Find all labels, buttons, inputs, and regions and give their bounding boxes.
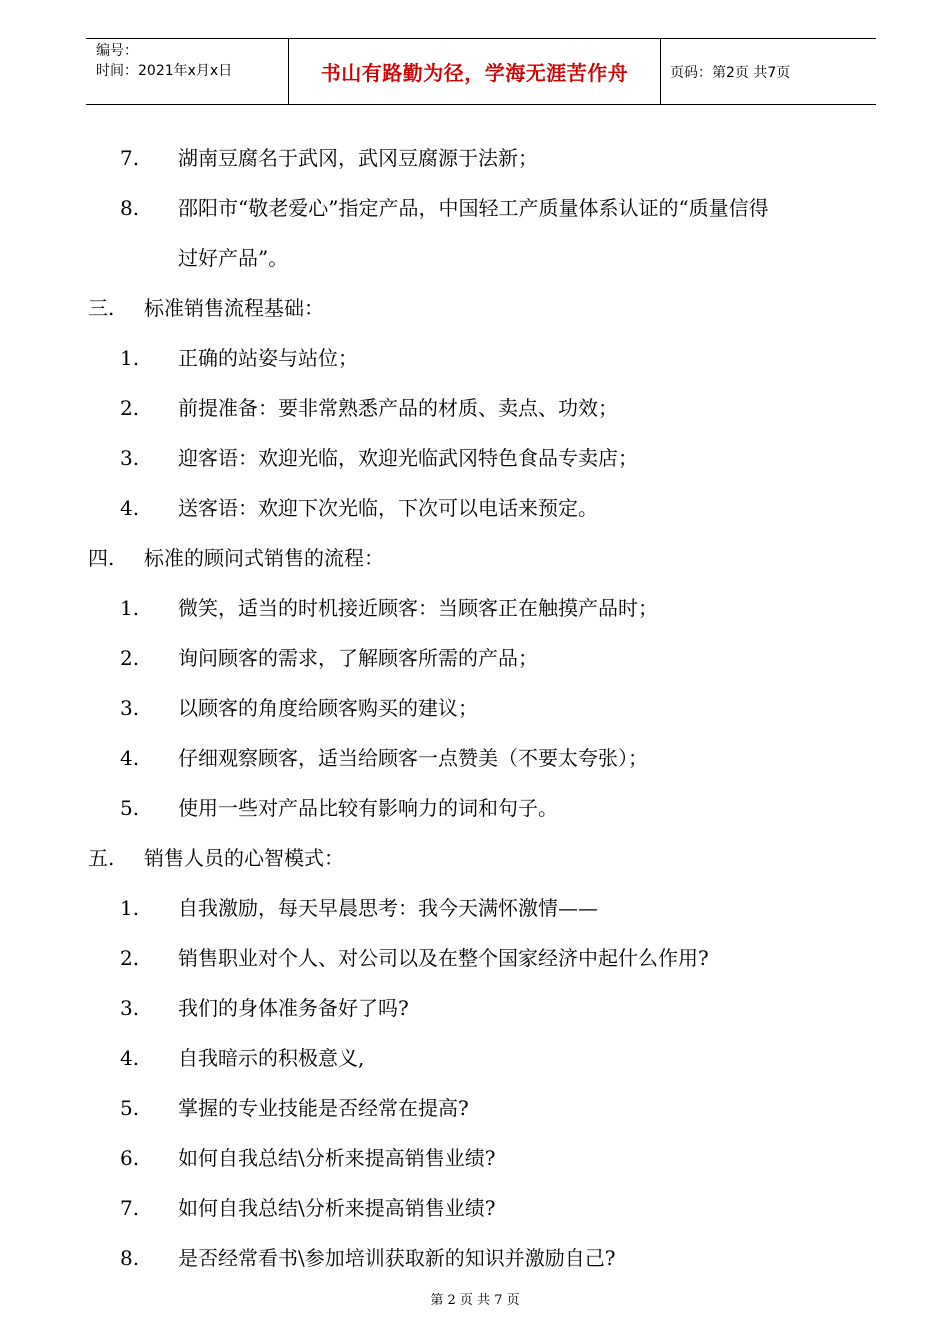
item-text: 正确的站姿与站位； <box>178 346 358 370</box>
item-text: 过好产品”。 <box>178 246 289 270</box>
item-text: 邵阳市“敬老爱心”指定产品，中国轻工产质量体系认证的“质量信得 <box>178 196 769 220</box>
section-title: 销售人员的心智模式： <box>144 846 344 870</box>
header-motto: 书山有路勤为径，学海无涯苦作舟 <box>320 61 629 85</box>
item-number: 7. <box>120 1196 140 1220</box>
page-footer <box>0 1293 950 1309</box>
item-text: 如何自我总结\分析来提高销售业绩? <box>178 1146 496 1170</box>
item-text: 是否经常看书\参加培训获取新的知识并激励自己? <box>178 1246 616 1270</box>
header-page-number: 页码：第2页 共7页 <box>670 64 791 81</box>
item-number: 8. <box>120 196 140 220</box>
item-number: 5. <box>120 796 140 820</box>
item-text: 仔细观察顾客，适当给顾客一点赞美（不要太夸张）； <box>178 746 648 770</box>
item-text: 如何自我总结\分析来提高销售业绩? <box>178 1196 496 1220</box>
section-title: 标准销售流程基础： <box>144 296 324 320</box>
item-text: 使用一些对产品比较有影响力的词和句子。 <box>178 796 558 820</box>
item-text: 询问顾客的需求，了解顾客所需的产品； <box>178 646 538 670</box>
document-number-label: 编号： <box>96 43 138 59</box>
item-text: 前提准备：要非常熟悉产品的材质、卖点、功效； <box>178 396 618 420</box>
item-text: 掌握的专业技能是否经常在提高? <box>178 1096 469 1120</box>
item-number: 5. <box>120 1096 140 1120</box>
item-text: 送客语：欢迎下次光临，下次可以电话来预定。 <box>178 496 598 520</box>
item-number: 7. <box>120 146 140 170</box>
item-number: 3. <box>120 996 140 1020</box>
item-number: 2. <box>120 946 140 970</box>
item-number: 6. <box>120 1146 140 1170</box>
section-number: 三. <box>88 296 115 320</box>
section-number: 四. <box>88 546 115 570</box>
item-text: 迎客语：欢迎光临，欢迎光临武冈特色食品专卖店； <box>178 446 638 470</box>
item-number: 3. <box>120 446 140 470</box>
item-text: 销售职业对个人、对公司以及在整个国家经济中起什么作用? <box>178 946 709 970</box>
header-page-info <box>661 39 876 104</box>
item-text: 自我激励，每天早晨思考：我今天满怀激情—— <box>178 896 598 920</box>
item-text: 以顾客的角度给顾客购买的建议； <box>178 696 478 720</box>
item-text: 自我暗示的积极意义, <box>178 1046 365 1070</box>
footer-page-number: 第 2 页 共 7 页 <box>430 1293 520 1308</box>
item-number: 4. <box>120 1046 140 1070</box>
page-header <box>86 38 876 105</box>
item-number: 4. <box>120 746 140 770</box>
header-meta <box>86 39 288 104</box>
item-number: 2. <box>120 396 140 420</box>
document-time-label: 时间：2021年x月x日 <box>96 63 233 79</box>
item-text: 微笑，适当的时机接近顾客：当顾客正在触摸产品时； <box>178 596 658 620</box>
item-text: 湖南豆腐名于武冈，武冈豆腐源于法新； <box>178 146 538 170</box>
section-number: 五. <box>88 846 115 870</box>
item-number: 1. <box>120 896 140 920</box>
item-number: 3. <box>120 696 140 720</box>
item-text: 我们的身体准务备好了吗? <box>178 996 409 1020</box>
header-motto-cell <box>288 39 661 104</box>
item-number: 2. <box>120 646 140 670</box>
item-number: 1. <box>120 346 140 370</box>
section-title: 标准的顾问式销售的流程： <box>144 546 384 570</box>
item-number: 8. <box>120 1246 140 1270</box>
item-number: 4. <box>120 496 140 520</box>
item-number: 1. <box>120 596 140 620</box>
